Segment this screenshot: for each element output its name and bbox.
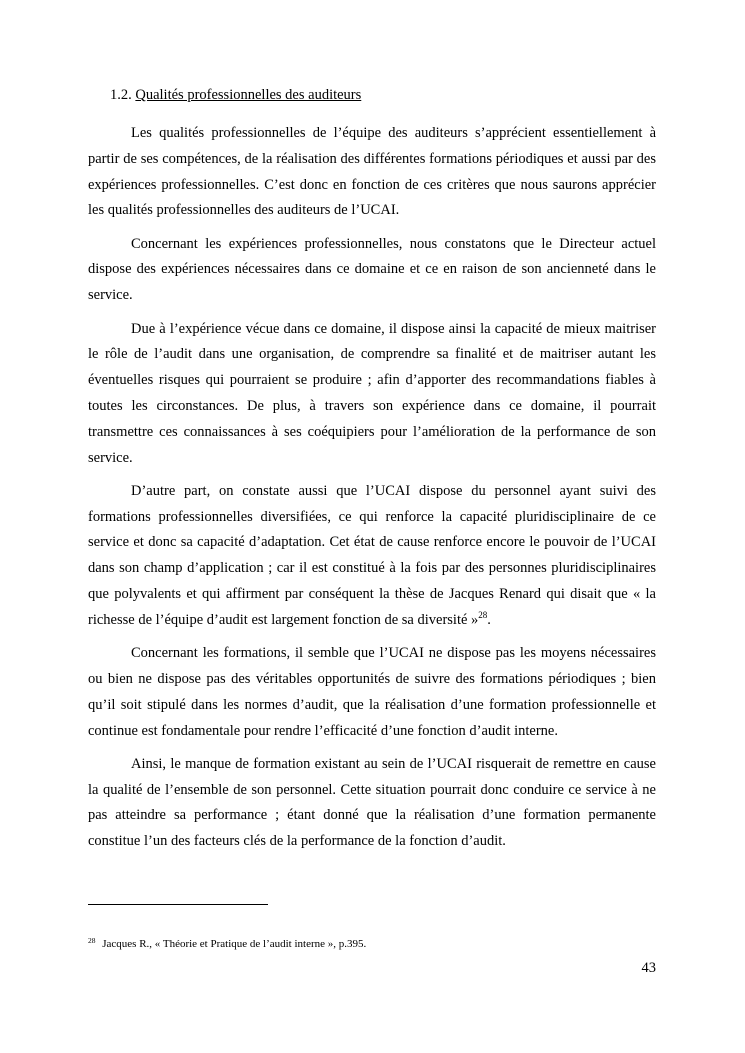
paragraph-4-text: D’autre part, on constate aussi que l’UCAI dispose du personnel ayant suivi des formations professionnelles diversifiées, ce qui renforce la capacité pluridisciplinaire de ce service et donc sa capacité d’adaptation. Cet état de cause renforce encore le pouvoir de l’UCAI dans son champ d’application ; car il est constitué à la fois par des personnes pluridisciplinaires que polyvalents et qui affirment par conséquent la thèse de Jacques Renard qui disait que « la richesse de l’équipe d’audit est largement fonction de sa diversité » [88, 482, 656, 628]
paragraph-1: Les qualités professionnelles de l’équipe des auditeurs s’apprécient essentiellement à partir de ses compétences, de la réalisation des différentes formations périodiques et aussi par des expériences professionnelles. C’est donc en fonction de ces critères que nous saurons apprécier les qualités professionnelles des auditeurs de l’UCAI. [88, 125, 656, 219]
footnote-separator [88, 904, 268, 905]
paragraph-3: Due à l’expérience vécue dans ce domaine, il dispose ainsi la capacité de mieux maitriser le rôle de l’audit dans une organisation, de comprendre sa finalité et de maitriser autant les éventuelles risques qui pourraient se produire ; afin d’apporter des recommandations fiables à toutes les circonstances. De plus, à travers son expérience dans ce domaine, il pourrait transmettre ces connaissances à ses coéquipiers pour l’amélioration de la performance de son service. [88, 320, 656, 466]
section-heading [110, 85, 361, 105]
footnote-text: Jacques R., « Théorie et Pratique de l’audit interne », p.395. [102, 938, 367, 950]
footnote-reference: 28 [478, 610, 488, 621]
paragraph-4 [88, 479, 656, 634]
paragraph-6: Ainsi, le manque de formation existant au sein de l’UCAI risquerait de remettre en cause la qualité de l’ensemble de son personnel. Cette situation pourrait donc conduire ce service à ne pas atteindre sa performance ; étant donné que la réalisation d’une formation permanente constitue l’un des facteurs clés de la performance de la fonction d’audit. [88, 755, 656, 850]
footnote-reference-period: . [487, 611, 491, 628]
section-number: 1.2. [110, 87, 132, 103]
paragraph-2: Concernant les expériences professionnelles, nous constatons que le Directeur actuel dispose des expériences nécessaires dans ce domaine et ce en raison de son ancienneté dans le service. [88, 235, 656, 304]
footnote-marker: 28 [88, 936, 96, 945]
footnote [88, 933, 366, 952]
page-number: 43 [641, 960, 656, 976]
paragraph-5: Concernant les formations, il semble que l’UCAI ne dispose pas les moyens nécessaires ou bien ne dispose pas des véritables opportunités de suivre des formations périodiques ; bien qu’il soit stipulé dans les normes d’audit, que la réalisation d’une formation professionnelle et continue est fondamentale pour rendre l’efficacité d’une fonction d’audit interne. [88, 645, 656, 739]
body-text [88, 121, 656, 863]
section-title: Qualités professionnelles des auditeurs [135, 87, 362, 103]
